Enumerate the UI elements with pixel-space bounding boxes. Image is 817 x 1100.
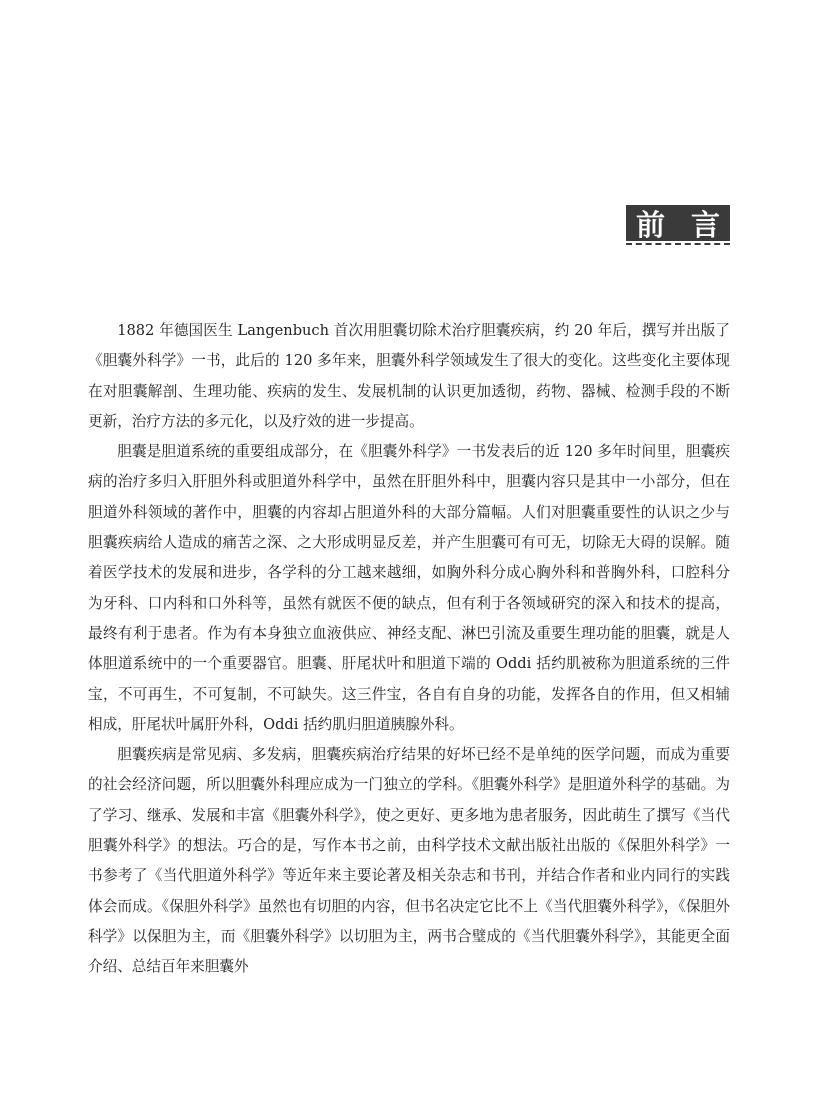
preface-body xyxy=(88,316,730,983)
preface-title-char-2: 言 xyxy=(690,207,720,242)
preface-title-char-1: 前 xyxy=(636,207,666,242)
title-underline xyxy=(626,243,730,245)
paragraph-2: 胆囊是胆道系统的重要组成部分，在《胆囊外科学》一书发表后的近 120 多年时间里，胆囊疾病的治疗多归入肝胆外科或胆道外科学中，虽然在肝胆外科中，胆囊内容只是其中一小部分，但在胆道外科领域的著作中，胆囊的内容却占胆道外科的大部分篇幅。人们对胆囊重要性的认识之少与胆囊疾病给人造成的痛苦之深、之大形成明显反差，并产生胆囊可有可无，切除无大碍的误解。随着医学技术的发展和进步，各学科的分工越来越细，如胸外科分成心胸外科和普胸外科，口腔科分为牙科、口内科和口外科等，虽然有就医不便的缺点，但有利于各领域研究的深入和技术的提高，最终有利于患者。作为有本身独立血液供应、神经支配、淋巴引流及重要生理功能的胆囊，就是人体胆道系统中的一个重要器官。胆囊、肝尾状叶和胆道下端的 Oddi 括约肌被称为胆道系统的三件宝，不可再生，不可复制，不可缺失。这三件宝，各自有自身的功能，发挥各自的作用，但又相辅相成，肝尾状叶属肝外科，Oddi 括约肌归胆道胰腺外科。 xyxy=(88,443,730,733)
paragraph-3: 胆囊疾病是常见病、多发病，胆囊疾病治疗结果的好坏已经不是单纯的医学问题，而成为重要的社会经济问题，所以胆囊外科理应成为一门独立的学科。《胆囊外科学》是胆道外科学的基础。为了学习、继承、发展和丰富《胆囊外科学》，使之更好、更多地为患者服务，因此萌生了撰写《当代胆囊外科学》的想法。巧合的是，写作本书之前，由科学技术文献出版社出版的《保胆外科学》一书参考了《当代胆道外科学》等近年来主要论著及相关杂志和书刊，并结合作者和业内同行的实践体会而成。《保胆外科学》虽然也有切胆的内容，但书名决定它比不上《当代胆囊外科学》，《保胆外科学》以保胆为主，而《胆囊外科学》以切胆为主，两书合璧成的《当代胆囊外科学》，其能更全面介绍、总结百年来胆囊外 xyxy=(88,746,730,976)
preface-title xyxy=(626,205,730,241)
paragraph-1: 1882 年德国医生 Langenbuch 首次用胆囊切除术治疗胆囊疾病，约 20 年后，撰写并出版了《胆囊外科学》一书，此后的 120 多年来，胆囊外科学领域发生了很大的变化。这些变化主要体现在对胆囊解剖、生理功能、疾病的发生、发展机制的认识更加透彻，药物、器械、检测手段的不断更新，治疗方法的多元化，以及疗效的进一步提高。 xyxy=(88,322,730,430)
